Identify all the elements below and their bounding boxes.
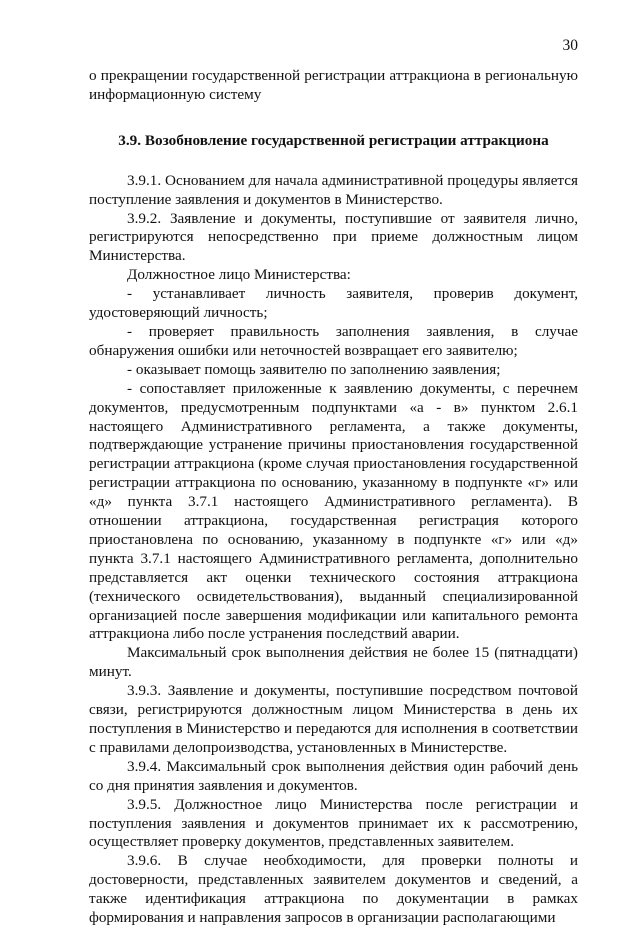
list-item-identity: - устанавливает личность заявителя, проверив документ, удостоверяющий личность;: [89, 285, 578, 322]
list-item-assist: - оказывает помощь заявителю по заполнению заявления;: [127, 360, 501, 378]
paragraph-3-9-1: 3.9.1. Основанием для начала административной процедуры является поступление заявления и документов в Министерство.: [89, 171, 578, 208]
paragraph-3-9-2: 3.9.2. Заявление и документы, поступившие от заявителя лично, регистрируются непосредственно при приеме должностным лицом Министерства.: [89, 209, 578, 265]
list-item-check: - проверяет правильность заполнения заявления, в случае обнаружения ошибки или неточностей возвращает его заявителю;: [89, 322, 578, 359]
paragraph-3-9-3: 3.9.3. Заявление и документы, поступившие посредством почтовой связи, регистрируются должностным лицом Министерства в день их поступления в Министерство и передаются для исполнения в соответствии с правилами делопроизводства, установленных в Министерстве.: [89, 682, 578, 756]
paragraph-official: Должностное лицо Министерства:: [127, 266, 351, 284]
paragraph-3-9-5: 3.9.5. Должностное лицо Министерства после регистрации и поступления заявления и документов принимает их к рассмотрению, осуществляет проверку документов, представленных заявителем.: [89, 795, 578, 851]
page-number: 30: [562, 37, 578, 54]
list-item-compare: - сопоставляет приложенные к заявлению документы, с перечнем документов, предусмотренным подпунктами «а - в» пунктом 2.6.1 настоящего Административного регламента, а также документы, подтверждающие устранение причины приостановления государственной регистрации аттракциона (кроме случая приостановления государственной регистрации аттракциона по основанию, указанному в подпункте «г» или «д» пункта 3.7.1 настоящего Административного регламента). В отношении аттракциона, государственная регистрация которого приостановлена по основанию, указанному в подпункте «г» или «д» пункта 3.7.1 настоящего Административного регламента, дополнительно представляется акт оценки технического состояния аттракциона (технического освидетельствования), выданный специализированной организацией после завершения модификации или капитального ремонта аттракциона либо после устранения последствий аварии.: [89, 379, 578, 643]
paragraph-3-9-6: 3.9.6. В случае необходимости, для проверки полноты и достоверности, представленных заявителем документов и сведений, а также идентификация аттракциона по документации в рамках формирования и направления запросов в организации располагающими: [89, 852, 578, 927]
page-content: [89, 67, 578, 928]
paragraph-3-9-4: 3.9.4. Максимальный срок выполнения действия один рабочий день со дня принятия заявления и документов.: [89, 757, 578, 794]
section-heading: 3.9. Возобновление государственной регистрации аттракциона: [118, 131, 549, 149]
paragraph-max-time: Максимальный срок выполнения действия не более 15 (пятнадцати) минут.: [89, 644, 578, 681]
intro-paragraph: о прекращении государственной регистрации аттракциона в региональную информационную систему: [89, 67, 578, 103]
